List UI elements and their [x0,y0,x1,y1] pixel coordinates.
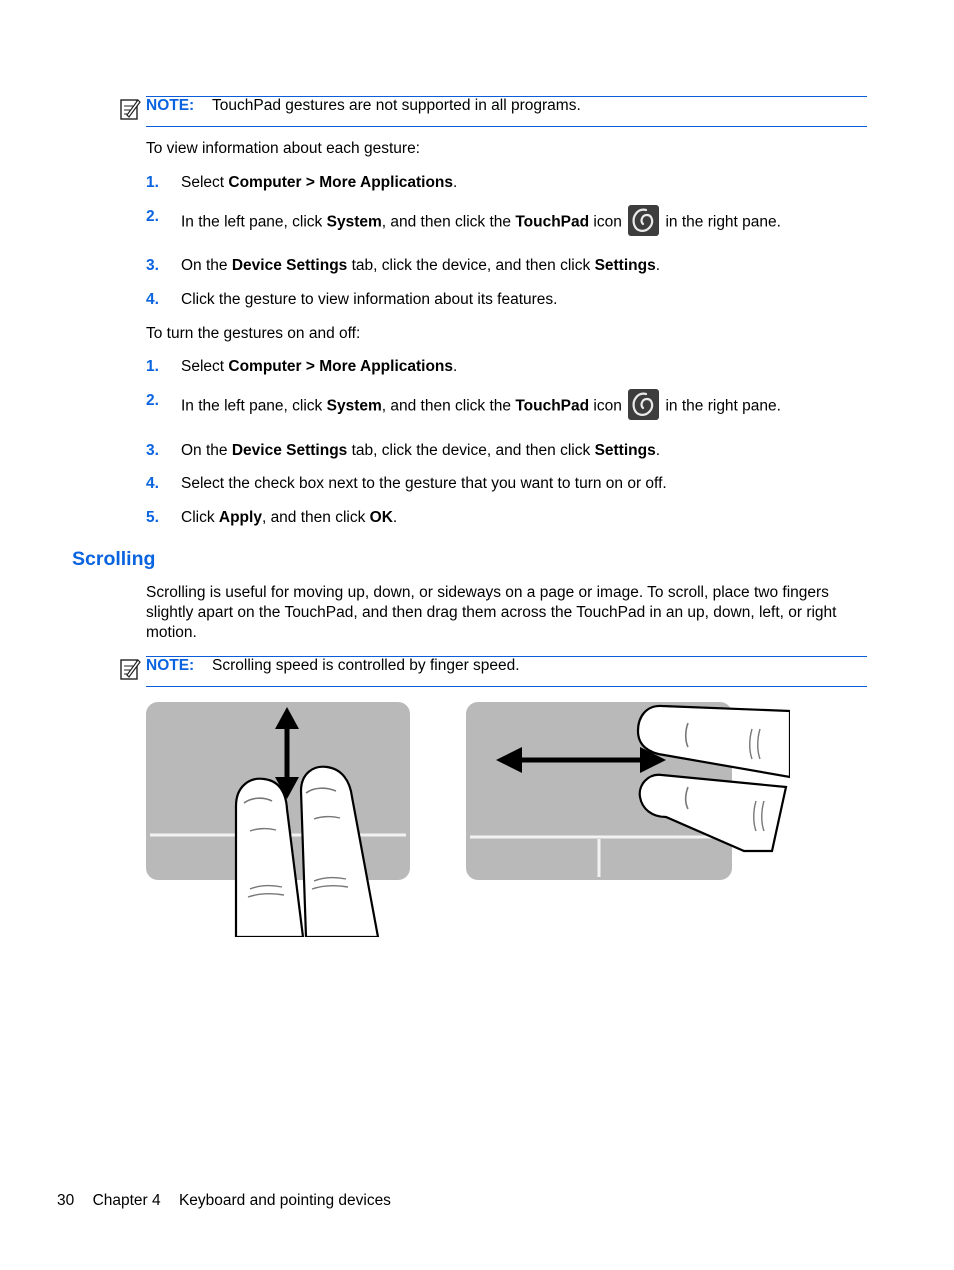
step-text: Click Apply, and then click OK. [181,509,398,526]
step-number: 2. [146,208,159,225]
note-box [146,96,867,127]
page-footer [57,1192,405,1210]
step-text: Select Computer > More Applications. [181,174,458,191]
step-text: In the left pane, click System, and then click the TouchPad icon in the right pane. [181,391,781,422]
touchpad-icon [628,389,659,420]
step-number: 4. [146,475,159,492]
intro-text: To turn the gestures on and off: [146,325,361,342]
note-text: Scrolling speed is controlled by finger speed. [212,657,520,674]
step-text: Click the gesture to view information about its features. [181,291,558,308]
step-text: In the left pane, click System, and then click the TouchPad icon in the right pane. [181,207,781,238]
chapter-title: Keyboard and pointing devices [178,1192,391,1209]
note-box [146,656,867,687]
touchpad-icon [628,205,659,236]
step-number: 3. [146,257,159,274]
page-number: 30 [57,1192,75,1209]
step-number: 2. [146,392,159,409]
note-pad-icon [119,97,141,121]
note-label: NOTE: [146,657,195,674]
step-number: 4. [146,291,159,308]
note-label: NOTE: [146,97,195,114]
step-text: Select Computer > More Applications. [181,358,458,375]
chapter-label: Chapter 4 [92,1192,161,1209]
horizontal-scroll-illustration [466,701,790,883]
step-text: On the Device Settings tab, click the device, and then click Settings. [181,442,661,459]
note-text: TouchPad gestures are not supported in all programs. [212,97,581,114]
section-paragraph: Scrolling is useful for moving up, down, or sideways on a page or image. To scroll, place two fingers slightly apart on the TouchPad, and then drag them across the TouchPad in an up, down, left, or right motion. [146,584,837,641]
note-pad-icon [119,657,141,681]
step-number: 1. [146,174,159,191]
section-heading: Scrolling [72,548,156,570]
step-number: 5. [146,509,159,526]
step-text: Select the check box next to the gesture that you want to turn on or off. [181,475,667,492]
step-number: 3. [146,442,159,459]
step-number: 1. [146,358,159,375]
intro-text: To view information about each gesture: [146,140,420,157]
step-text: On the Device Settings tab, click the device, and then click Settings. [181,257,661,274]
vertical-scroll-illustration [146,701,412,937]
